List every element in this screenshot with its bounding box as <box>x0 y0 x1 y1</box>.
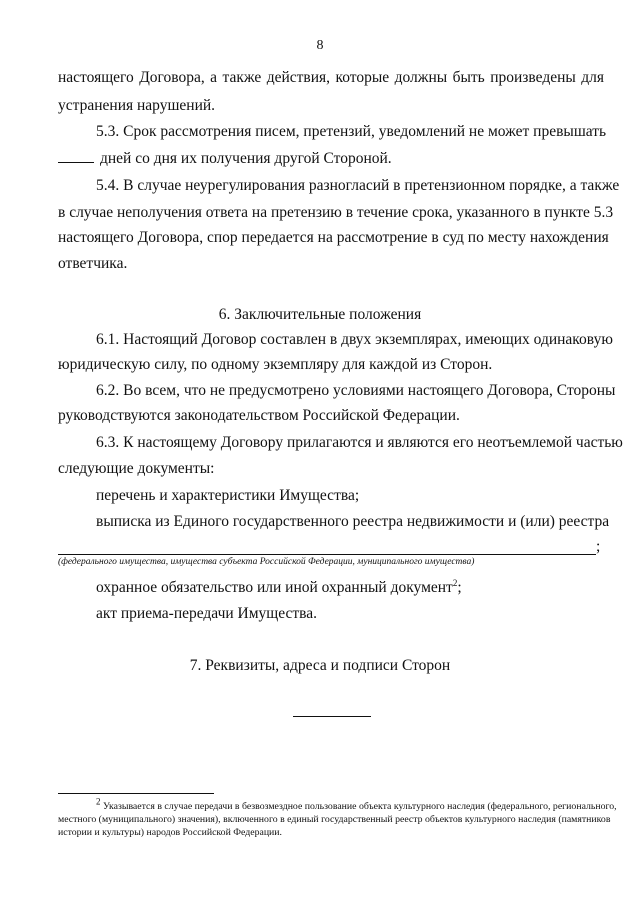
section-7-title: 7. Реквизиты, адреса и подписи Сторон <box>189 657 451 674</box>
footnote-line: истории и культуры) народов Российской Федерации. <box>58 827 282 838</box>
footnote-ref: 2 <box>452 577 458 588</box>
paragraph-5-4-line: в случае неполучения ответа на претензию в течение срока, указанного в пункте 5.3 <box>58 204 614 221</box>
paragraph-5-4-line: 5.4. В случае неурегулирования разногласий в претензионном порядке, а также <box>96 177 620 194</box>
doc-list-item: перечень и характеристики Имущества; <box>96 487 360 504</box>
paragraph-5-4-line: настоящего Договора, спор передается на рассмотрение в суд по месту нахождения <box>58 229 609 246</box>
paragraph-line: настоящего Договора, а также действия, которые должны быть произведены для <box>58 69 604 86</box>
paragraph-6-2-line: 6.2. Во всем, что не предусмотрено условиями настоящего Договора, Стороны <box>96 382 616 399</box>
blank-days-field <box>58 148 94 163</box>
page-number: 8 <box>316 38 324 53</box>
footnote-line: $^2$ Указывается в случае передачи в безвозмездное пользование объекта культурного наследия (федерального, регионального, <box>96 796 617 812</box>
separator-line <box>293 716 371 717</box>
list-semicolon: ; <box>596 538 601 555</box>
doc-list-item: охранное обязательство или иной охранный документ$^2$; <box>96 577 462 596</box>
paragraph-5-4-line: ответчика. <box>58 255 128 272</box>
paragraph-5-3-line: 5.3. Срок рассмотрения писем, претензий, уведомлений не может превышать <box>96 123 607 140</box>
paragraph-5-3-line: дней со дня их получения другой Стороной. <box>58 148 392 169</box>
footnote-rule <box>58 793 214 794</box>
paragraph-6-3-line: 6.3. К настоящему Договору прилагаются и являются его неотъемлемой частью <box>96 434 623 451</box>
paragraph-line: устранения нарушений. <box>58 97 216 114</box>
doc-list-item: акт приема-передачи Имущества. <box>96 605 318 622</box>
doc-list-item: выписка из Единого государственного реестра недвижимости и (или) реестра <box>96 513 610 530</box>
paragraph-6-1-line: юридическую силу, по одному экземпляру для каждой из Сторон. <box>58 356 493 373</box>
paragraph-6-3-line: следующие документы: <box>58 460 215 477</box>
fill-in-line <box>58 554 596 555</box>
paragraph-6-2-line: руководствуются законодательством Российской Федерации. <box>58 407 460 424</box>
section-6-title: 6. Заключительные положения <box>218 306 422 323</box>
footnote-line: местного (муниципального) значения), включенного в единый государственный реестр объектов культурного наследия (памятников <box>58 814 611 825</box>
paragraph-6-1-line: 6.1. Настоящий Договор составлен в двух экземплярах, имеющих одинаковую <box>96 331 613 348</box>
fill-in-caption: (федерального имущества, имущества субъекта Российской Федерации, муниципального имущества) <box>58 557 475 567</box>
